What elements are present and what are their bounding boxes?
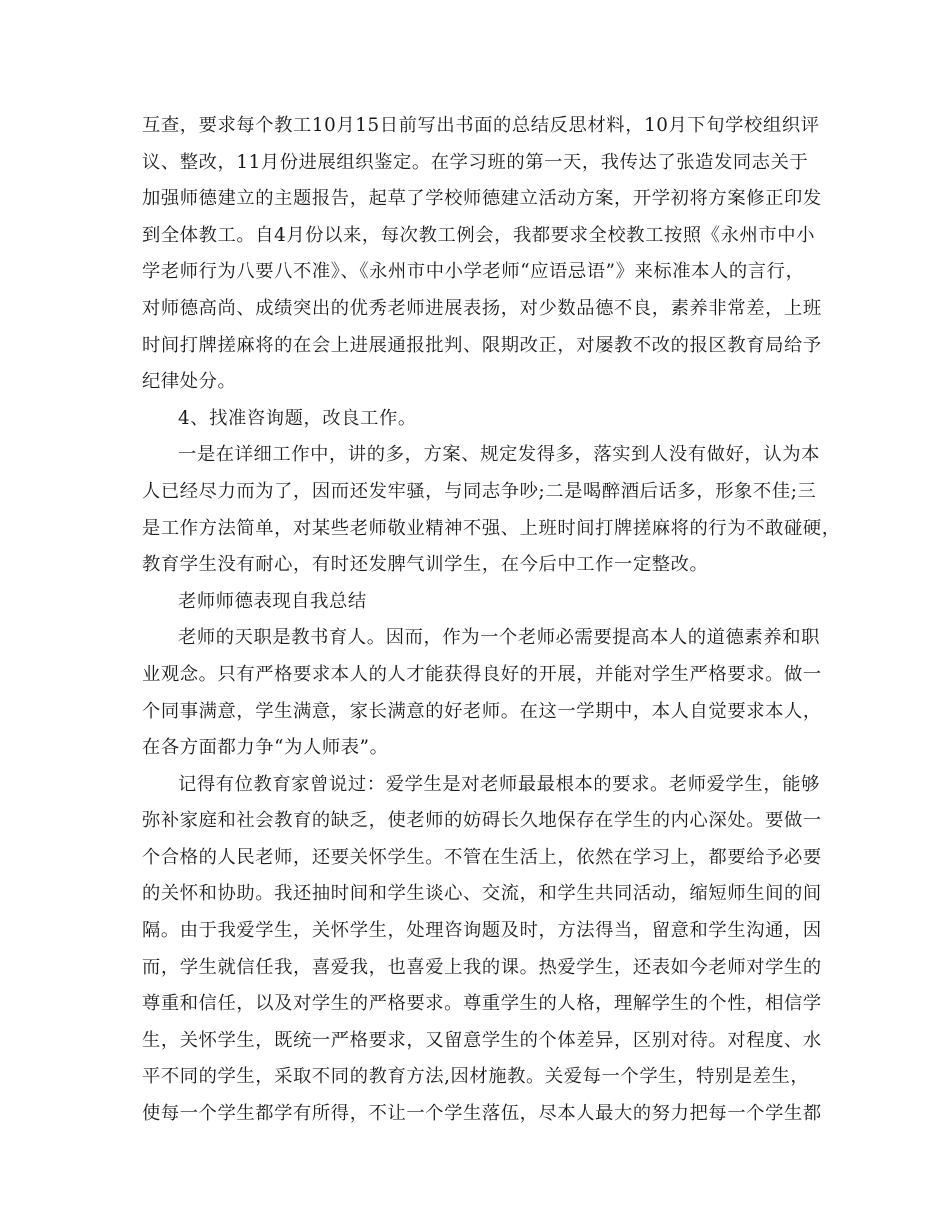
document-body bbox=[142, 108, 841, 1133]
text-line: 的关怀和协助。我还抽时间和学生谈心、交流，和学生共同活动，缩短师生间的间 bbox=[142, 883, 822, 905]
text-line: 议、整改，11月份进展组织鉴定。在学习班的第一天，我传达了张造发同志关于 bbox=[142, 151, 809, 173]
text-line: 生，关怀学生，既统一严格要求，又留意学生的个体差异，区别对待。对程度、水 bbox=[142, 1029, 822, 1051]
text-line: 隔。由于我爱学生，关怀学生，处理咨询题及时，方法得当，留意和学生沟通，因 bbox=[142, 920, 822, 942]
text-line: 个合格的人民老师，还要关怀学生。不管在生活上，依然在学习上，都要给予必要 bbox=[142, 846, 822, 868]
text-line: 时间打牌搓麻将的在会上进展通报批判、限期改正，对屡教不改的报区教育局给予 bbox=[142, 334, 822, 356]
text-line: 弥补家庭和社会教育的缺乏，使老师的妨碍长久地保存在学生的内心深处。要做一 bbox=[142, 810, 822, 832]
text-line: 个同事满意，学生满意，家长满意的好老师。在这一学期中，本人自觉要求本人， bbox=[142, 700, 822, 722]
text-line: 人已经尽力而为了，因而还发牢骚，与同志争吵;二是喝醉酒后话多，形象不佳;三 bbox=[142, 480, 817, 502]
text-line: 教育学生没有耐心，有时还发脾气训学生，在今后中工作一定整改。 bbox=[142, 554, 709, 576]
text-line: 业观念。只有严格要求本人的人才能获得良好的开展，并能对学生严格要求。做一 bbox=[142, 663, 822, 685]
text-line: 记得有位教育家曾说过：爱学生是对老师最最根本的要求。老师爱学生，能够 bbox=[178, 773, 820, 795]
text-line: 在各方面都力争“为人师表”。 bbox=[142, 737, 389, 759]
text-line: 学老师行为八要八不准》、《永州市中小学老师“应语忌语”》来标准本人的言行， bbox=[142, 261, 805, 283]
text-line: 使每一个学生都学有所得，不让一个学生落伍，尽本人最大的努力把每一个学生都 bbox=[142, 1103, 822, 1125]
text-line: 一是在详细工作中，讲的多，方案、规定发得多，落实到人没有做好，认为本 bbox=[178, 444, 820, 466]
text-line: 互查，要求每个教工10月15日前写出书面的总结反思材料，10月下旬学校组织评 bbox=[142, 115, 820, 136]
text-line: 尊重和信任，以及对学生的严格要求。尊重学生的人格，理解学生的个性，相信学 bbox=[142, 993, 822, 1015]
text-line: 是工作方法简单，对某些老师敬业精神不强、上班时间打牌搓麻将的行为不敢碰硬， bbox=[142, 517, 841, 539]
text-line: 老师的天职是教书育人。因而，作为一个老师必需要提高本人的道德素养和职 bbox=[178, 627, 820, 649]
text-line: 对师德高尚、成绩突出的优秀老师进展表扬，对少数品德不良，素养非常差，上班 bbox=[142, 297, 822, 319]
section-heading: 4、找准咨询题，改良工作。 bbox=[178, 407, 417, 429]
text-line: 到全体教工。自4月份以来，每次教工例会，我都要求全校教工按照《永州市中小 bbox=[142, 224, 816, 246]
text-line: 而，学生就信任我，喜爱我，也喜爱上我的课。热爱学生，还表如今老师对学生的 bbox=[142, 956, 822, 978]
text-line: 纪律处分。 bbox=[142, 371, 237, 393]
text-line: 加强师德建立的主题报告，起草了学校师德建立活动方案，开学初将方案修正印发 bbox=[142, 188, 822, 210]
document-title: 老师师德表现自我总结 bbox=[178, 590, 367, 612]
text-line: 平不同的学生，采取不同的教育方法,因材施教。关爱每一个学生，特别是差生， bbox=[142, 1066, 810, 1088]
